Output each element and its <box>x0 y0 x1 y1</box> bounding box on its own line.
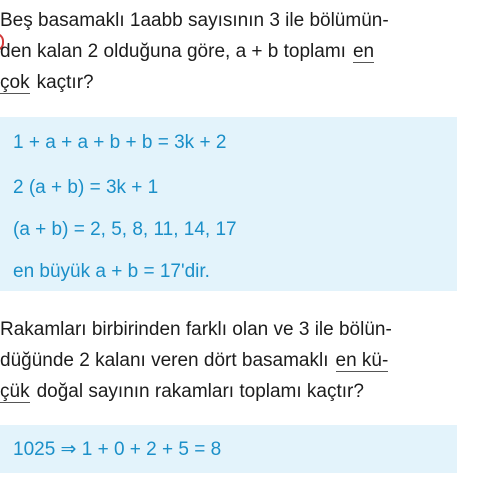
solution-1-box <box>0 117 457 291</box>
solution-1-line-2: 2 (a + b) = 3k + 1 <box>13 177 159 198</box>
problem-1-line-2: den kalan 2 olduğuna göre, a + b toplamı en <box>0 41 375 62</box>
problem-2-line-3: çük doğal sayının rakamları toplamı kaçtır? <box>0 381 364 402</box>
solution-2-box <box>0 425 457 473</box>
underlined-word: en <box>352 41 375 62</box>
solution-1-line-3: (a + b) = 2, 5, 8, 11, 14, 17 <box>13 219 237 240</box>
problem-1 <box>0 5 470 98</box>
problem-2-line-2: düğünde 2 kalanı veren dört basamaklı en kü- <box>0 350 389 371</box>
problem-2 <box>0 314 470 407</box>
underlined-word: en kü- <box>335 350 389 371</box>
underlined-word: çük <box>0 381 30 402</box>
solution-2-line: 1025 ⇒ 1 + 0 + 2 + 5 = 8 <box>13 439 222 460</box>
problem-1-line-3: çok kaçtır? <box>0 72 94 93</box>
problem-1-line-1: Beş basamaklı 1aabb sayısının 3 ile bölümün- <box>0 10 389 31</box>
solution-1-line-1: 1 + a + a + b + b = 3k + 2 <box>13 132 227 153</box>
problem-2-line-1: Rakamları birbirinden farklı olan ve 3 ile bölün- <box>0 319 392 340</box>
solution-1-line-4: en büyük a + b = 17'dir. <box>13 261 210 282</box>
underlined-word: çok <box>0 72 30 93</box>
